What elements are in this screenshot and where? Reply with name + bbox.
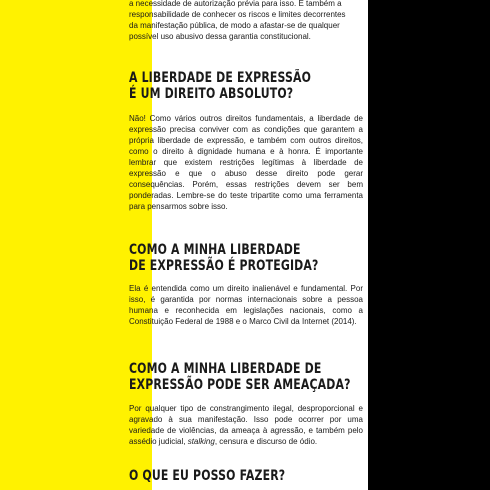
document-content: [129, 0, 363, 490]
heading-line: O QUE EU POSSO FAZER?: [129, 468, 286, 484]
intro-line: da manifestação pública, de modo a afastar-se de qualquer: [129, 21, 340, 30]
heading-line: COMO A MINHA LIBERDADE: [129, 242, 301, 258]
section-heading: [129, 468, 312, 484]
intro-paragraph: [129, 0, 363, 42]
section-heading: [129, 242, 319, 274]
heading-line: É UM DIREITO ABSOLUTO?: [129, 86, 294, 102]
section-paragraph: Não! Como vários outros direitos fundamentais, a liberdade de expressão precisa conviver com as condições que garantem a própria liberdade de expressão, e também com outros direitos, como o direito à dignidade humana e à honra. É importante lembrar que existem restrições legítimas à liberdade de expressão e que o abuso desse direito pode gerar consequências. Porém, essas restrições devem ser bem ponderadas. Lembre-se do teste tripartite como uma ferramenta para pensarmos sobre isso.: [129, 114, 363, 211]
heading-line: DE EXPRESSÃO É PROTEGIDA?: [129, 258, 319, 274]
section-paragraph: [129, 403, 363, 447]
paragraph-emphasis: stalking: [187, 437, 215, 446]
heading-line: COMO A MINHA LIBERDADE DE: [129, 361, 322, 377]
section-paragraph: Ela é entendida como um direito inalienável e fundamental. Por isso, é garantida por normas internacionais sobre a pessoa humana e reconhecida em legislações nacionais, como a Constituição Federal de 1988 e o Marco Civil da Internet (2014).: [129, 284, 363, 326]
black-color-band: [368, 0, 490, 490]
heading-line: A LIBERDADE DE EXPRESSÃO: [129, 70, 312, 86]
paragraph-text: , censura e discurso de ódio.: [214, 437, 318, 446]
intro-line: possível uso abusivo dessa garantia constitucional.: [129, 32, 311, 41]
heading-line: EXPRESSÃO PODE SER AMEAÇADA?: [129, 377, 351, 393]
section-heading: [129, 70, 312, 102]
intro-line: a necessidade de autorização prévia para isso. É também a: [129, 0, 342, 8]
paragraph-text: Por qualquer tipo de constrangimento ilegal, desproporcional e agravado à sua manifestação. Isso pode ocorrer por uma variedade de violências, da ameaça à agressão, e também pelo assédio judicial,: [129, 404, 363, 446]
section-heading: [129, 361, 351, 393]
intro-line: responsabilidade de conhecer os riscos e limites decorrentes: [129, 10, 346, 19]
